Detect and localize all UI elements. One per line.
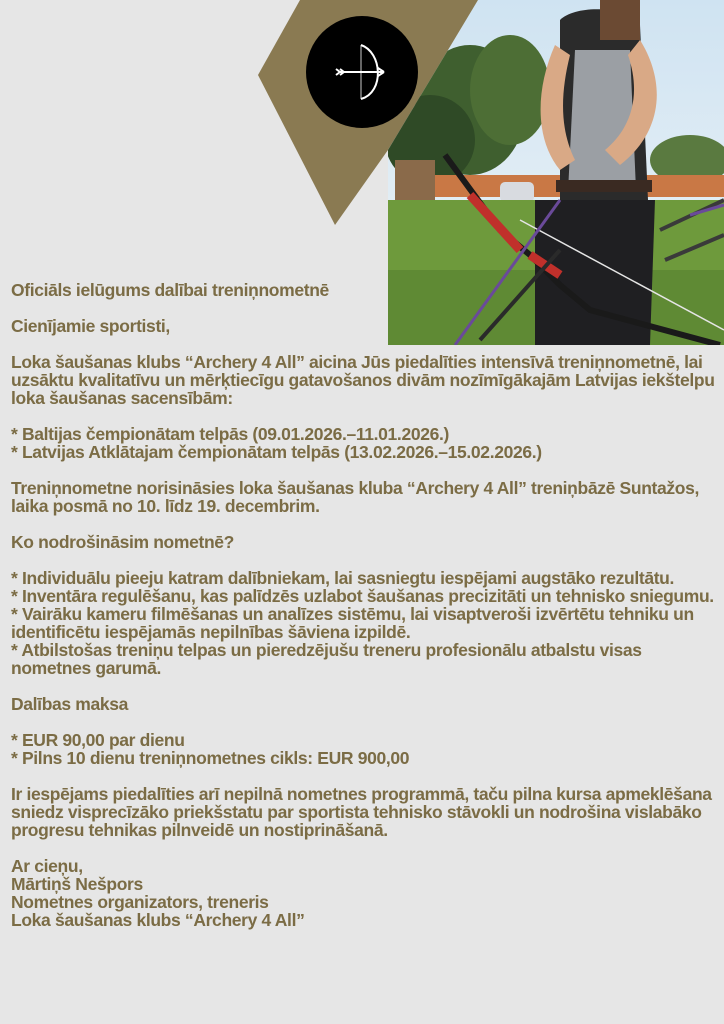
offer-heading: Ko nodrošināsim nometnē? (11, 532, 235, 552)
signoff: Ar cieņu, (11, 856, 83, 876)
letter-body (11, 281, 717, 929)
fee-item: * EUR 90,00 par dienu (11, 730, 185, 750)
fee-heading: Dalības maksa (11, 694, 129, 714)
signer-org: Loka šaušanas klubs “Archery 4 All” (11, 910, 305, 930)
fee-item: * Pilns 10 dienu treniņnometnes cikls: EUR 900,00 (11, 748, 410, 768)
club-logo (306, 16, 418, 128)
intro-paragraph: Loka šaušanas klubs “Archery 4 All” aicina Jūs piedalīties intensīvā treniņnometnē, lai uzsāktu kvalitatīvu un mērķtiecīgu gatavošanos divām nozīmīgākajām Latvijas iekštelpu loka šaušanas sacensībām: (11, 352, 715, 408)
closing-paragraph: Ir iespējams piedalīties arī nepilnā nometnes programmā, taču pilna kursa apmeklēšana sniedz visprecīzāko priekšstatu par sportista tehnisko stāvokli un nodrošina vislabāko progresu tehnikas pilnveidē un nostiprināšanā. (11, 784, 712, 840)
signer-name: Mārtiņš Nešpors (11, 874, 143, 894)
offer-item: * Inventāra regulēšanu, kas palīdzēs uzlabot šaušanas precizitāti un tehnisko sniegumu. (11, 586, 714, 606)
event-item: * Latvijas Atklātajam čempionātam telpās (13.02.2026.–15.02.2026.) (11, 442, 542, 462)
offer-item: * Individuālu pieeju katram dalībniekam, lai sasniegtu iespējami augstāko rezultātu. (11, 568, 675, 588)
greeting: Cienījamie sportisti, (11, 316, 170, 336)
location-paragraph: Treniņnometne norisināsies loka šaušanas kluba “Archery 4 All” treniņbāzē Suntažos, laika posmā no 10. līdz 19. decembrim. (11, 478, 700, 516)
offer-item: * Vairāku kameru filmēšanas un analīzes sistēmu, lai visaptveroši izvērtētu tehniku un identificētu iespējamās nepilnības šāviena izpildē. (11, 604, 694, 642)
event-item: * Baltijas čempionātam telpās (09.01.2026.–11.01.2026.) (11, 424, 449, 444)
offer-item: * Atbilstošas treniņu telpas un pieredzējušu treneru profesionālu atbalstu visas nometnes garumā. (11, 640, 642, 678)
signer-role: Nometnes organizators, treneris (11, 892, 269, 912)
letter-title: Oficiāls ielūgums dalībai treniņnometnē (11, 280, 329, 300)
